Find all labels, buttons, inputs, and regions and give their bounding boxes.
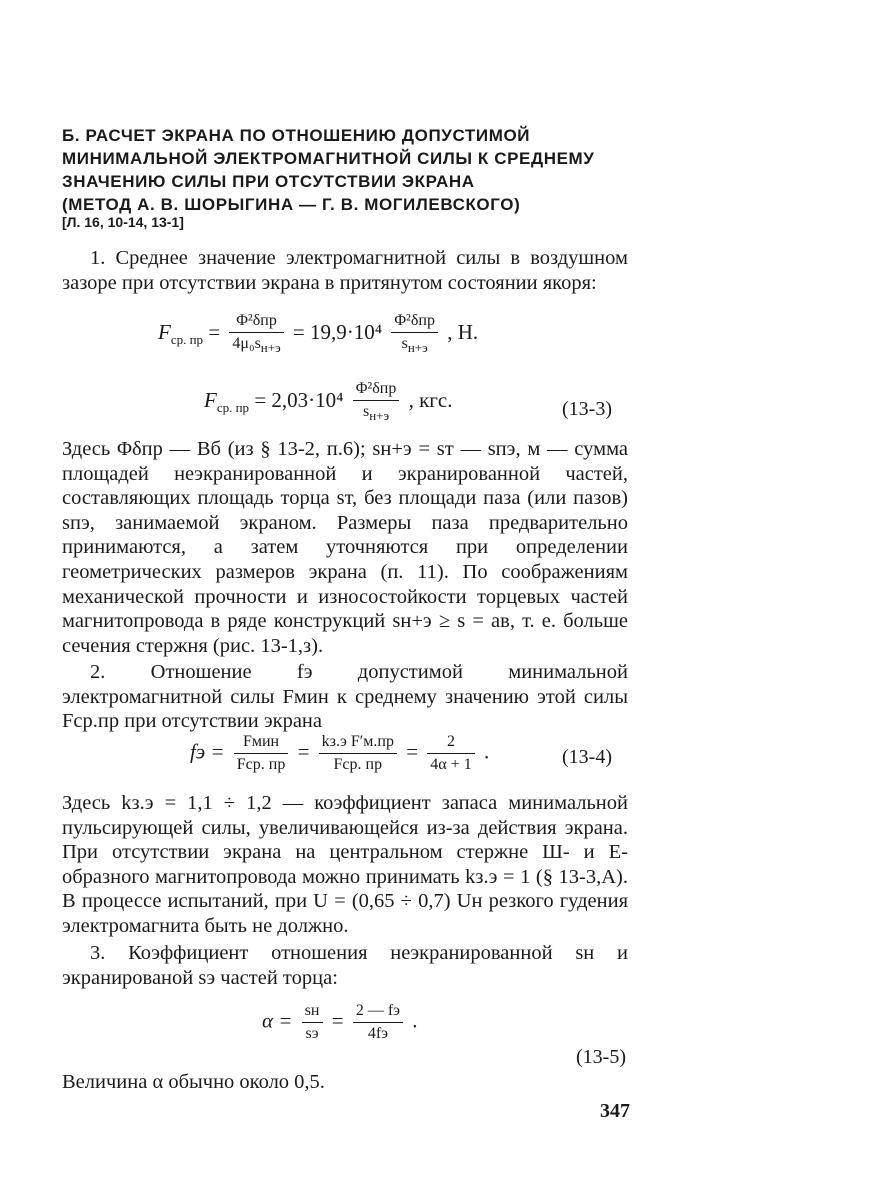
eq3-frac1-den: Fср. пр (236, 756, 286, 773)
eq1-lhs: F (158, 319, 171, 344)
eq1-fraction-2 (391, 312, 438, 356)
eq1-frac1-num: Φ²δпр (229, 312, 283, 333)
eq3-fraction-3 (427, 733, 474, 774)
equation-force-newton: $F_{ср. пр}$ = $\frac{\text{Φ²δпр}}{4\mu_0s_{н+э}}$ = 19,9·10⁴ $\frac{\text{Φ²δпр}}{s_{н+э}}$ , Н. (158, 312, 479, 356)
eq4-frac1-num: sн (302, 1002, 323, 1023)
eq1-lhs-sub: ср. пр (170, 332, 204, 348)
eq2-frac-num: Φ²δпр (353, 380, 400, 401)
equation-number-13-4: (13-4) (562, 746, 612, 768)
eq2-fraction (353, 380, 400, 424)
eq3-frac2-num: kз.э F′м.пр (319, 733, 397, 754)
eq2-lhs: F (204, 387, 217, 412)
paragraph-4: Здесь kз.э = 1,1 ÷ 1,2 — коэффициент запаса минимальной пульсирующей силы, увеличивающейся из-за действия экрана. При отсутствии экрана на центральном стержне Ш- и Е-образного магнитопровода можно принимать kз.э = 1 (§ 13-3,А). В процессе испытаний, при U = (0,65 ÷ 0,7) Uн резкого гудения электромагнита быть не должно. (62, 792, 628, 937)
eq1-frac2-num: Φ²δпр (391, 312, 438, 333)
eq1-fraction-1 (229, 312, 283, 356)
eq3-fraction-1 (234, 733, 289, 774)
eq4-tail: . (412, 1008, 418, 1033)
eq3-tail: . (483, 739, 490, 764)
paragraph-2: Здесь Φδпр — Вб (из § 13-2, п.6); sн+э = sт — sпэ, м — сумма площадей неэкранированной и экранированной частей, составляющих площадь торца sт, без площади паза (или пазов) sпэ, занимаемой экраном. Размеры паза предварительно принимаются, а затем уточняются при определении геометрических размеров экрана (п. 11). По соображениям механической прочности и износостойкости торцевых частей магнитопровода в ряде конструкций sн+э ≥ s = ав, т. е. больше сечения стержня (рис. 13-1,з). (62, 438, 628, 657)
page-number: 347 (600, 1100, 630, 1122)
section-heading (62, 124, 662, 216)
heading-line-2: МИНИМАЛЬНОЙ ЭЛЕКТРОМАГНИТНОЙ СИЛЫ К СРЕДНЕМУ (62, 149, 595, 168)
paragraph-6: Величина α обычно около 0,5. (62, 1071, 325, 1093)
eq1-coefficient: = 19,9·10⁴ (292, 319, 383, 344)
eq4-lhs: α = (262, 1008, 293, 1033)
eq4-frac2-den: 4fэ (367, 1025, 389, 1042)
equation-ratio-f: fэ = $\frac{\text{Fмин}}{\text{Fср. пр}}$ = $\frac{\text{kз.э F′м.пр}}{\text{Fср. пр}}$ = $\frac{2}{4\alpha + 1}$ . (190, 733, 490, 773)
eq1-frac1-den: 4μ₀s (232, 335, 261, 352)
eq2-frac-den-sub: н+э (369, 408, 390, 424)
eq1-frac1-den-sub: н+э (260, 340, 281, 356)
heading-line-1: Б. РАСЧЕТ ЭКРАНА ПО ОТНОШЕНИЮ ДОПУСТИМОЙ (62, 126, 531, 145)
eq1-unit: , Н. (447, 319, 479, 344)
heading-line-3: ЗНАЧЕНИЮ СИЛЫ ПРИ ОТСУТСТВИИ ЭКРАНА (62, 172, 475, 191)
literature-reference: [Л. 16, 10-14, 13-1] (62, 214, 184, 230)
eq1-frac2-den: s (401, 335, 408, 352)
heading-line-4: (МЕТОД А. В. ШОРЫГИНА — Г. В. МОГИЛЕВСКОГО) (62, 195, 521, 214)
equation-force-kgf (204, 380, 452, 424)
paragraph-5: 3. Коэффициент отношения неэкранированной sн и экранированой sэ частей торца: (62, 942, 628, 989)
eq3-frac3-num: 2 (427, 733, 474, 754)
equation-alpha: α = $\frac{sн}{sэ}$ = $\frac{2 — fэ}{4fэ}$ . (262, 1002, 418, 1042)
eq3-lhs: fэ = (190, 739, 225, 764)
eq3-fraction-2 (319, 733, 397, 774)
eq4-fraction-1 (302, 1002, 323, 1043)
equation-number-13-5: (13-5) (576, 1046, 626, 1068)
eq4-fraction-2 (353, 1002, 403, 1043)
eq3-frac2-den: Fср. пр (333, 756, 383, 773)
equation-number-13-3: (13-3) (562, 398, 612, 420)
eq4-frac1-den: sэ (305, 1025, 319, 1042)
eq2-lhs-sub: ср. пр (216, 400, 250, 416)
eq4-frac2-num: 2 — fэ (353, 1002, 403, 1023)
eq2-frac-den: s (362, 403, 370, 420)
eq2-unit: , кгс. (408, 387, 453, 412)
paragraph-1: 1. Среднее значение электромагнитной силы в воздушном зазоре при отсутствии экрана в притянутом состоянии якоря: (62, 247, 628, 294)
eq2-coefficient: = 2,03·10⁴ (254, 387, 344, 412)
eq1-frac2-den-sub: н+э (407, 340, 428, 356)
eq3-frac1-num: Fмин (234, 733, 289, 754)
paragraph-3: 2. Отношение fэ допустимой минимальной электромагнитной силы Fмин к среднему значению этой силы Fср.пр при отсутствии экрана (62, 661, 628, 733)
eq3-frac3-den: 4α + 1 (430, 756, 472, 773)
